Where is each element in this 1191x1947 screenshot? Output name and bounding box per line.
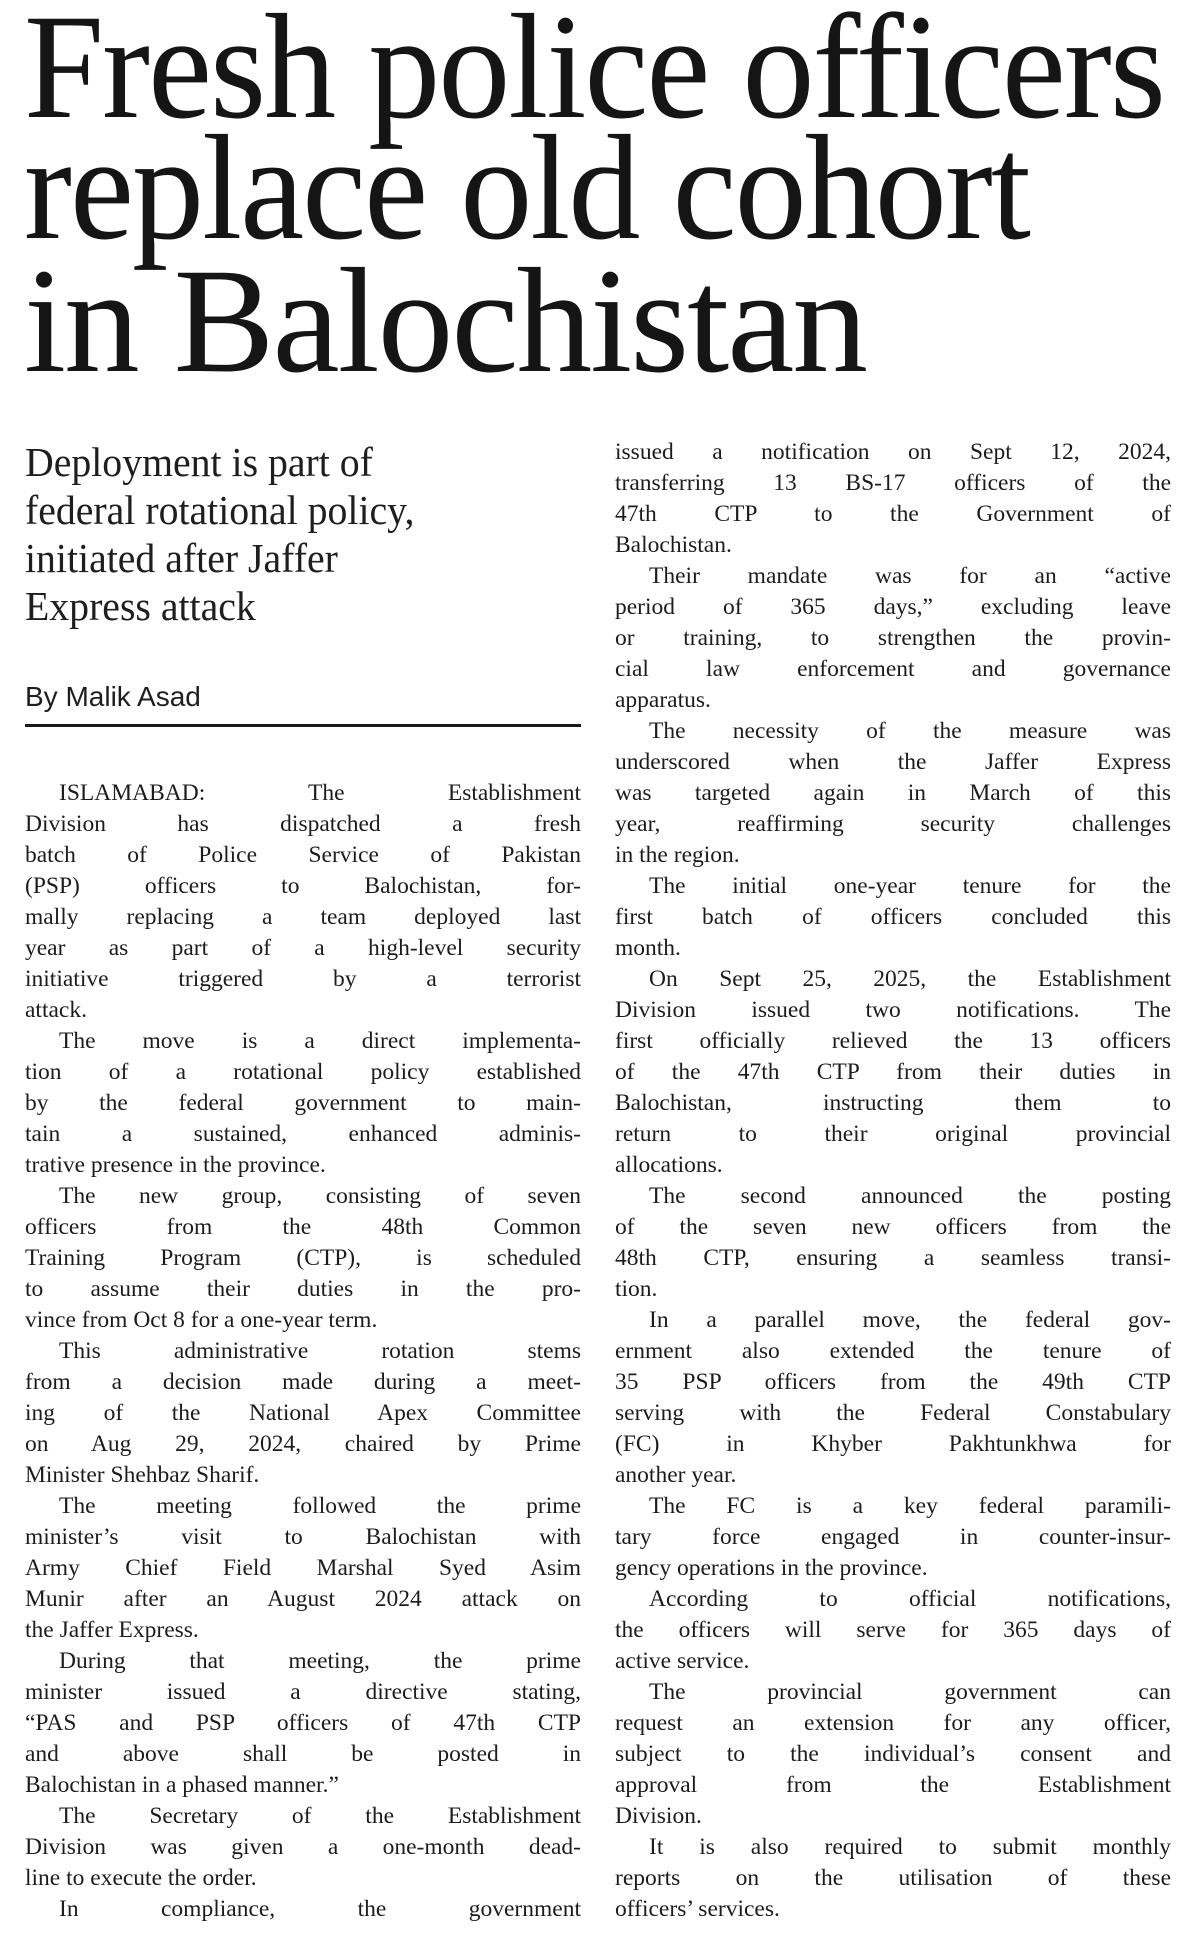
body-line: tion of a rotational policy established (25, 1059, 581, 1085)
body-paragraph (615, 1832, 1171, 1925)
body-line: Division issued two notifications. The (615, 997, 1171, 1023)
body-line: During that meeting, the prime (59, 1648, 581, 1674)
body-line: allocations. (615, 1152, 723, 1178)
body-line: Balochistan, instructing them to (615, 1090, 1171, 1116)
body-line: period of 365 days,” excluding leave (615, 594, 1171, 620)
body-line: The Secretary of the Establishment (59, 1803, 581, 1829)
body-line: Their mandate was for an “active (649, 563, 1171, 589)
subheadline-line: federal rotational policy, (25, 487, 415, 533)
body-line: vince from Oct 8 for a one-year term. (25, 1307, 378, 1333)
body-line: issued a notification on Sept 12, 2024, (615, 439, 1171, 465)
body-paragraph (25, 778, 581, 1026)
body-line: first batch of officers concluded this (615, 904, 1171, 930)
body-paragraph (25, 1801, 581, 1894)
body-paragraph (25, 1181, 581, 1336)
body-line: officers’ services. (615, 1896, 780, 1922)
body-line: or training, to strengthen the provin- (615, 625, 1171, 651)
body-line: 35 PSP officers from the 49th CTP (615, 1369, 1171, 1395)
byline-rule (25, 724, 581, 727)
body-line: This administrative rotation stems (59, 1338, 581, 1364)
subheadline (25, 438, 585, 630)
body-line: another year. (615, 1462, 737, 1488)
body-line: trative presence in the province. (25, 1152, 326, 1178)
body-line: first officially relieved the 13 officers (615, 1028, 1171, 1054)
body-column-right (615, 437, 1171, 1925)
body-line: (FC) in Khyber Pakhtunkhwa for (615, 1431, 1171, 1457)
body-line: of the seven new officers from the (615, 1214, 1171, 1240)
body-line: In a parallel move, the federal gov- (649, 1307, 1171, 1333)
body-line: The necessity of the measure was (649, 718, 1171, 744)
body-line: on Aug 29, 2024, chaired by Prime (25, 1431, 581, 1457)
body-paragraph (615, 561, 1171, 716)
body-line: Division was given a one-month dead- (25, 1834, 581, 1860)
body-line: year, reaffirming security challenges (615, 811, 1171, 837)
body-line: and above shall be posted in (25, 1741, 581, 1767)
body-line: ernment also extended the tenure of (615, 1338, 1171, 1364)
body-paragraph (25, 1646, 581, 1801)
body-line: According to official notifications, (649, 1586, 1171, 1612)
body-paragraph (25, 1026, 581, 1181)
body-line: apparatus. (615, 687, 711, 713)
subheadline-line: Express attack (25, 583, 256, 629)
body-line: Army Chief Field Marshal Syed Asim (25, 1555, 581, 1581)
body-line: The initial one-year tenure for the (649, 873, 1171, 899)
body-paragraph (615, 871, 1171, 964)
body-line: minister issued a directive stating, (25, 1679, 581, 1705)
body-line: initiative triggered by a terrorist (25, 966, 581, 992)
byline: By Malik Asad (25, 681, 201, 712)
body-line: serving with the Federal Constabulary (615, 1400, 1171, 1426)
body-line: The FC is a key federal paramili- (649, 1493, 1171, 1519)
body-line: active service. (615, 1648, 750, 1674)
body-line: Munir after an August 2024 attack on (25, 1586, 581, 1612)
body-line: to assume their duties in the pro- (25, 1276, 581, 1302)
body-line: from a decision made during a meet- (25, 1369, 581, 1395)
body-line: The provincial government can (649, 1679, 1171, 1705)
headline-line: in Balochistan (24, 238, 866, 404)
body-paragraph (615, 716, 1171, 871)
body-line: officers from the 48th Common (25, 1214, 581, 1240)
body-line: 48th CTP, ensuring a seamless transi- (615, 1245, 1171, 1271)
body-line: attack. (25, 997, 87, 1023)
body-line: “PAS and PSP officers of 47th CTP (25, 1710, 581, 1736)
body-line: ISLAMABAD: The Establishment (59, 780, 581, 806)
body-line: gency operations in the province. (615, 1555, 928, 1581)
body-line: 47th CTP to the Government of (615, 501, 1171, 527)
body-paragraph (25, 1491, 581, 1646)
body-line: The move is a direct implementa- (59, 1028, 581, 1054)
body-line: line to execute the order. (25, 1865, 257, 1891)
body-column-left (25, 778, 581, 1925)
body-line: mally replacing a team deployed last (25, 904, 581, 930)
headline-line: replace old cohort (24, 105, 1029, 271)
body-line: underscored when the Jaffer Express (615, 749, 1171, 775)
body-line: Training Program (CTP), is scheduled (25, 1245, 581, 1271)
body-line: request an extension for any officer, (615, 1710, 1171, 1736)
body-paragraph (615, 437, 1171, 561)
body-line: year as part of a high-level security (25, 935, 581, 961)
body-line: Balochistan. (615, 532, 732, 558)
body-paragraph (615, 964, 1171, 1181)
body-line: Minister Shehbaz Sharif. (25, 1462, 260, 1488)
body-paragraph (615, 1491, 1171, 1584)
body-line: month. (615, 935, 681, 961)
body-line: the officers will serve for 365 days of (615, 1617, 1171, 1643)
body-line: ing of the National Apex Committee (25, 1400, 581, 1426)
body-line: the Jaffer Express. (25, 1617, 199, 1643)
body-line: tion. (615, 1276, 658, 1302)
body-line: Division. (615, 1803, 702, 1829)
body-line: (PSP) officers to Balochistan, for- (25, 873, 581, 899)
body-line: return to their original provincial (615, 1121, 1171, 1147)
body-line: of the 47th CTP from their duties in (615, 1059, 1171, 1085)
body-line: On Sept 25, 2025, the Establishment (649, 966, 1171, 992)
body-line: batch of Police Service of Pakistan (25, 842, 581, 868)
body-line: Division has dispatched a fresh (25, 811, 581, 837)
body-line: The second announced the posting (649, 1183, 1171, 1209)
body-line: cial law enforcement and governance (615, 656, 1171, 682)
headline-line: Fresh police officers (24, 0, 1164, 150)
body-line: In compliance, the government (59, 1896, 581, 1922)
body-line: tary force engaged in counter-insur- (615, 1524, 1171, 1550)
body-paragraph (25, 1336, 581, 1491)
body-line: It is also required to submit monthly (649, 1834, 1171, 1860)
body-line: Balochistan in a phased manner.” (25, 1772, 339, 1798)
body-paragraph (615, 1181, 1171, 1305)
subheadline-line: Deployment is part of (25, 439, 373, 485)
body-paragraph (25, 1894, 581, 1925)
body-line: in the region. (615, 842, 740, 868)
subheadline-line: initiated after Jaffer (25, 535, 338, 581)
body-paragraph (615, 1677, 1171, 1832)
body-line: The meeting followed the prime (59, 1493, 581, 1519)
body-line: The new group, consisting of seven (59, 1183, 581, 1209)
body-line: by the federal government to main- (25, 1090, 581, 1116)
body-line: approval from the Establishment (615, 1772, 1171, 1798)
body-line: reports on the utilisation of these (615, 1865, 1171, 1891)
body-line: minister’s visit to Balochistan with (25, 1524, 581, 1550)
body-paragraph (615, 1305, 1171, 1491)
body-line: subject to the individual’s consent and (615, 1741, 1171, 1767)
body-line: tain a sustained, enhanced adminis- (25, 1121, 581, 1147)
body-line: transferring 13 BS-17 officers of the (615, 470, 1171, 496)
body-paragraph (615, 1584, 1171, 1677)
body-line: was targeted again in March of this (615, 780, 1171, 806)
